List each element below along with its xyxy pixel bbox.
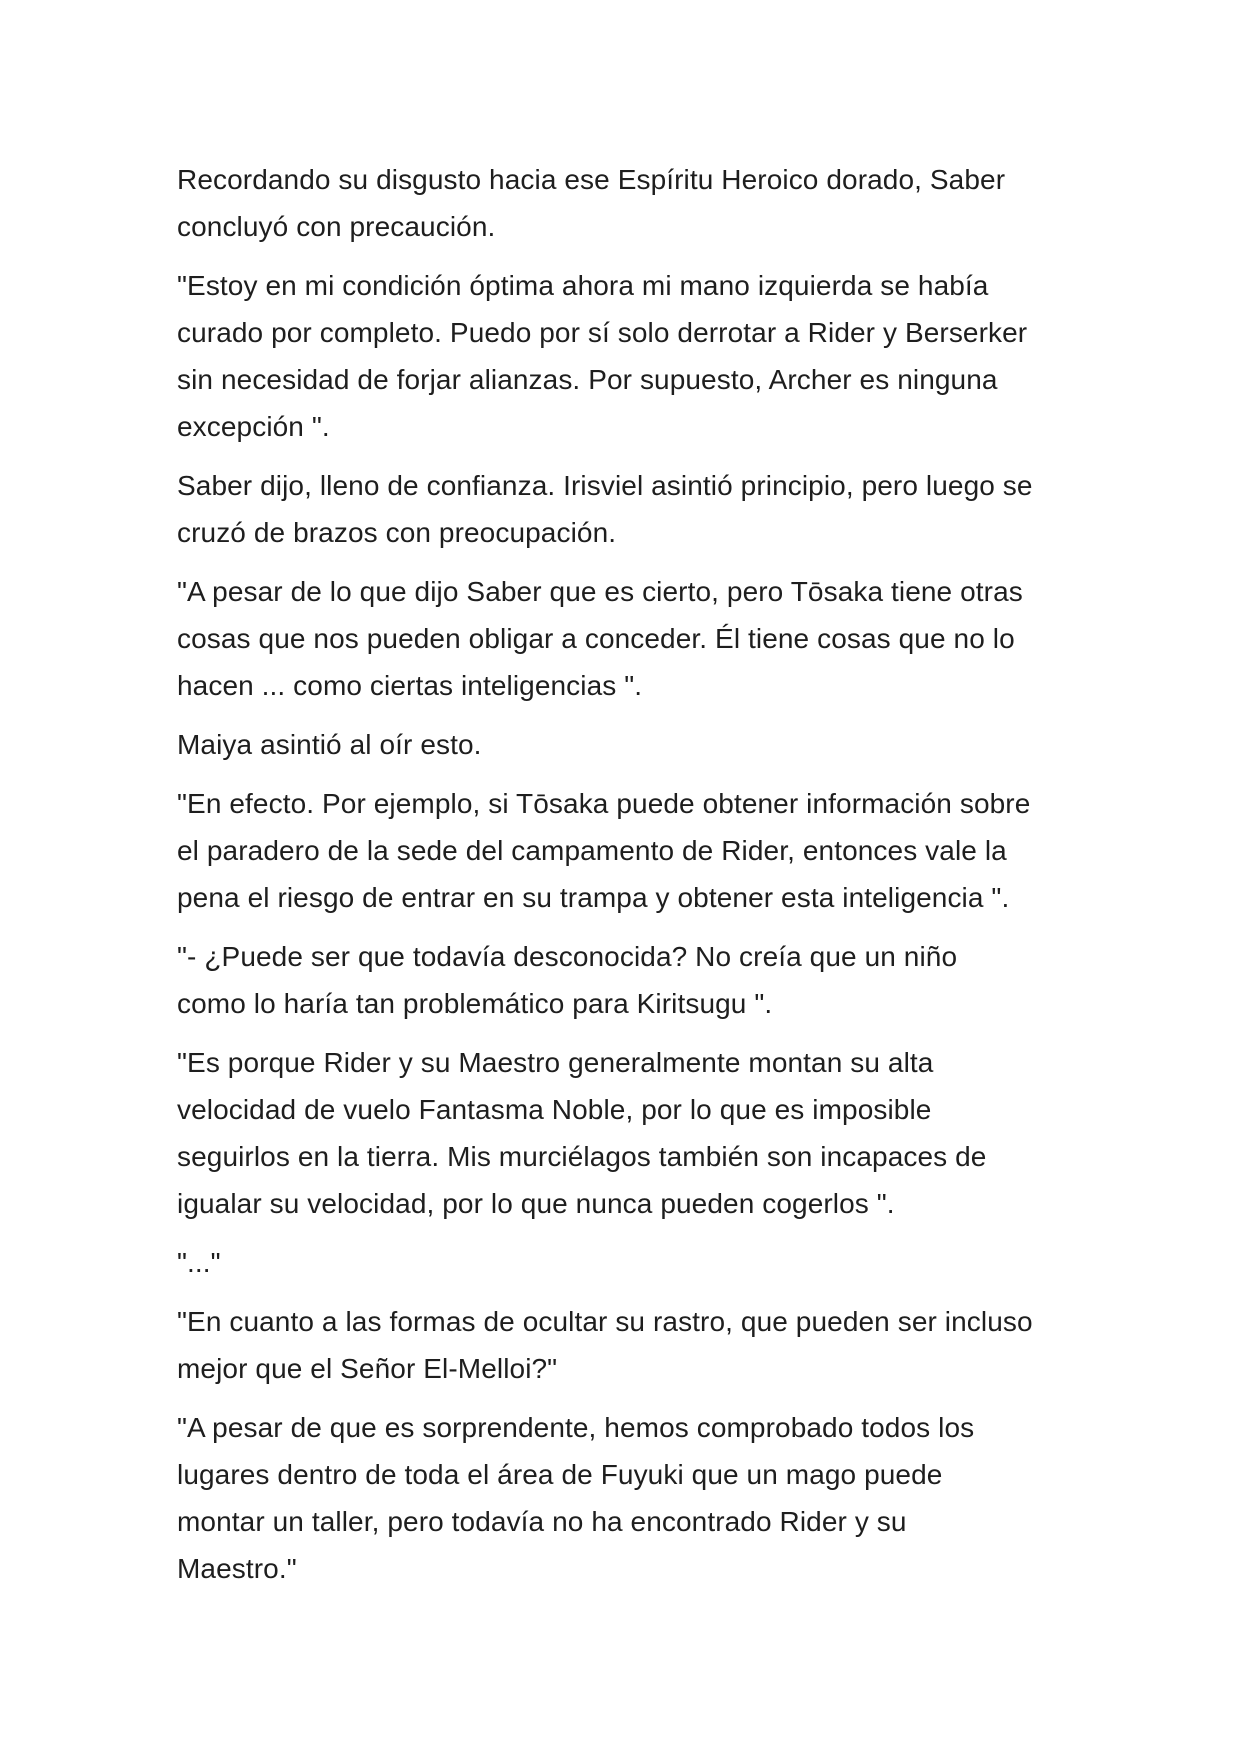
paragraph (177, 462, 1077, 556)
text-line: "En efecto. Por ejemplo, si Tōsaka puede obtener información sobre (177, 788, 1031, 819)
text-line: Recordando su disgusto hacia ese Espíritu Heroico dorado, Saber (177, 164, 1006, 195)
text-line: "En cuanto a las formas de ocultar su rastro, que pueden ser incluso (177, 1306, 1033, 1337)
paragraph (177, 1404, 1077, 1592)
text-line: seguirlos en la tierra. Mis murciélagos también son incapaces de (177, 1141, 987, 1172)
paragraph (177, 780, 1077, 921)
document-body (177, 156, 1077, 1604)
text-line: cosas que nos pueden obligar a conceder. Él tiene cosas que no lo (177, 623, 1015, 654)
text-line: Maestro." (177, 1553, 297, 1584)
paragraph (177, 262, 1077, 450)
text-line: "- ¿Puede ser que todavía desconocida? No creía que un niño (177, 941, 958, 972)
text-line: "..." (177, 1247, 221, 1278)
text-line: Saber dijo, lleno de confianza. Irisviel asintió principio, pero luego se (177, 470, 1033, 501)
text-line: el paradero de la sede del campamento de Rider, entonces vale la (177, 835, 1007, 866)
text-line: excepción ". (177, 411, 330, 442)
paragraph (177, 156, 1077, 250)
paragraph (177, 1239, 1077, 1286)
text-line: sin necesidad de forjar alianzas. Por supuesto, Archer es ninguna (177, 364, 998, 395)
text-line: hacen ... como ciertas inteligencias ". (177, 670, 643, 701)
text-line: "A pesar de que es sorprendente, hemos comprobado todos los (177, 1412, 975, 1443)
text-line: "Estoy en mi condición óptima ahora mi mano izquierda se había (177, 270, 989, 301)
text-line: igualar su velocidad, por lo que nunca pueden cogerlos ". (177, 1188, 895, 1219)
paragraph (177, 721, 1077, 768)
text-line: mejor que el Señor El-Melloi?" (177, 1353, 558, 1384)
text-line: Maiya asintió al oír esto. (177, 729, 482, 760)
text-line: curado por completo. Puedo por sí solo derrotar a Rider y Berserker (177, 317, 1028, 348)
paragraph (177, 933, 1077, 1027)
text-line: como lo haría tan problemático para Kiritsugu ". (177, 988, 773, 1019)
text-line: "Es porque Rider y su Maestro generalmente montan su alta (177, 1047, 934, 1078)
text-line: montar un taller, pero todavía no ha encontrado Rider y su (177, 1506, 907, 1537)
paragraph (177, 568, 1077, 709)
paragraph (177, 1039, 1077, 1227)
text-line: concluyó con precaución. (177, 211, 496, 242)
text-line: "A pesar de lo que dijo Saber que es cierto, pero Tōsaka tiene otras (177, 576, 1023, 607)
paragraph (177, 1298, 1077, 1392)
text-line: pena el riesgo de entrar en su trampa y obtener esta inteligencia ". (177, 882, 1010, 913)
text-line: velocidad de vuelo Fantasma Noble, por lo que es imposible (177, 1094, 932, 1125)
text-line: lugares dentro de toda el área de Fuyuki que un mago puede (177, 1459, 943, 1490)
text-line: cruzó de brazos con preocupación. (177, 517, 617, 548)
